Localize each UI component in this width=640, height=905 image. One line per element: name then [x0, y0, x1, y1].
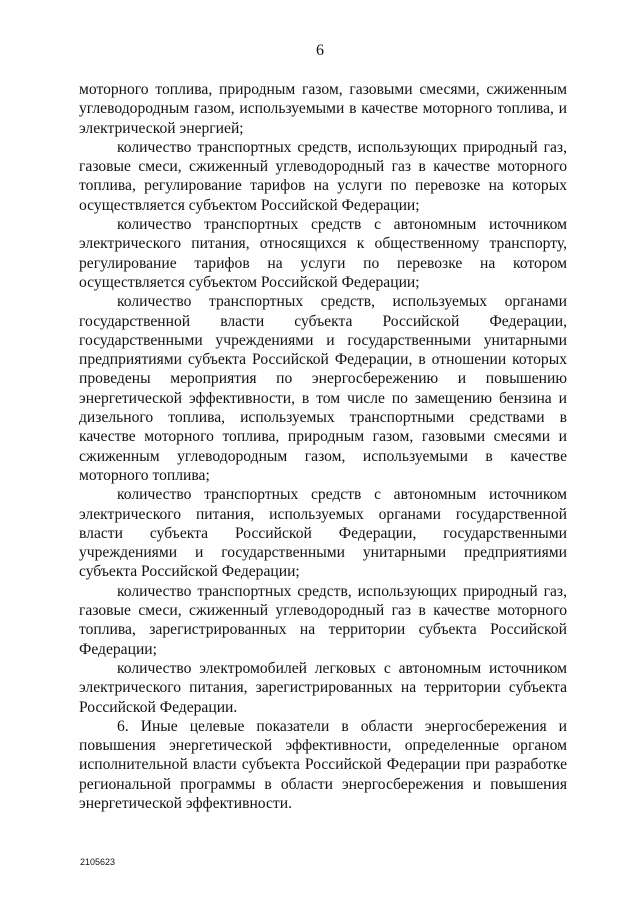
- paragraph-government-vehicles: количество транспортных средств, используемых органами государственной власти субъекта Российской Федерации, государственными учреждениями и государственными унитарными предприятиями субъекта Российской Федерации, в отношении которых проведены мероприятия по энергосбережению и повышению энергетической эффективности, в том числе по замещению бензина и дизельного топлива, используемых транспортными средствами в качестве моторного топлива, природным газом, газовыми смесями и сжиженным углеводородным газом, используемыми в качестве моторного топлива;: [79, 293, 567, 484]
- document-body: [79, 80, 567, 813]
- paragraph-continuation: моторного топлива, природным газом, газовыми смесями, сжиженным углеводородным газом, используемыми в качестве моторного топлива, и электрической энергией;: [79, 81, 567, 137]
- paragraph-gas-vehicles-tariff: количество транспортных средств, использующих природный газ, газовые смеси, сжиженный углеводородный газ в качестве моторного топлива, регулирование тарифов на услуги по перевозке на которых осуществляется субъектом Российской Федерации;: [79, 138, 567, 214]
- paragraph-registered-gas-vehicles: количество транспортных средств, использующих природный газ, газовые смеси, сжиженный углеводородный газ в качестве моторного топлива, зарегистрированных на территории субъекта Российской Федерации;: [79, 582, 567, 658]
- paragraph-other-indicators: 6. Иные целевые показатели в области энергосбережения и повышения энергетической эффективности, определенные органом исполнительной власти субъекта Российской Федерации при разработке региональной программы в области энергосбережения и повышения энергетической эффективности.: [79, 717, 567, 812]
- paragraph-electric-public-transport: количество транспортных средств с автономным источником электрического питания, относящихся к общественному транспорту, регулирование тарифов на услуги по перевозке на котором осуществляется субъектом Российской Федерации;: [79, 216, 567, 291]
- paragraph-registered-electric-cars: количество электромобилей легковых с автономным источником электрического питания, зарегистрированных на территории субъекта Российской Федерации.: [79, 659, 567, 716]
- document-code: 2105623: [80, 857, 116, 867]
- page-number: 6: [316, 42, 324, 59]
- paragraph-government-electric-vehicles: количество транспортных средств с автономным источником электрического питания, используемых органами государственной власти субъекта Российской Федерации, государственными учреждениями и государственными унитарными предприятиями субъекта Российской Федерации;: [79, 486, 567, 581]
